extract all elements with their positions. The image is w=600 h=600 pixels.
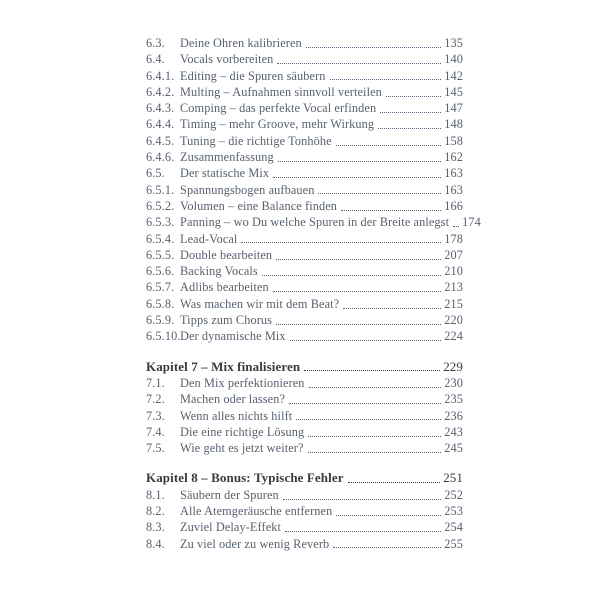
toc-entry-title: Timing – mehr Groove, mehr Wirkung (180, 117, 375, 132)
dotted-leader (241, 242, 441, 243)
toc-entry (146, 231, 463, 247)
toc-entry (146, 165, 463, 181)
toc-entry-number: 7.1. (146, 375, 165, 390)
toc-entry (146, 503, 463, 519)
toc-entry-title: Backing Vocals (180, 264, 258, 279)
toc-entry (146, 536, 463, 552)
dotted-leader (273, 177, 441, 178)
toc-entry (146, 51, 463, 67)
dotted-leader (308, 436, 441, 437)
toc-entry-page-number: 245 (444, 441, 463, 456)
toc-entry-page-number: 174 (462, 215, 481, 230)
dotted-leader (276, 259, 441, 260)
toc-entry-number: 6.4.4. (146, 117, 175, 132)
toc-entry (146, 198, 463, 214)
toc-entry-page-number: 210 (444, 264, 463, 279)
toc-chapter-heading (146, 359, 463, 375)
toc-entry (146, 149, 463, 165)
toc-entry-page-number: 140 (444, 52, 463, 67)
toc-entry-number: 6.4.2. (146, 84, 175, 99)
toc-entry-number: 6.5.9. (146, 313, 175, 328)
toc-entry-number: 6.5.10. (146, 329, 181, 344)
toc-entry-page-number: 215 (444, 296, 463, 311)
toc-entry-title: Den Mix perfektionieren (180, 375, 305, 390)
dotted-leader (283, 499, 441, 500)
toc-entry-title: Tipps zum Chorus (180, 313, 273, 328)
toc-section (146, 470, 463, 551)
toc-entry (146, 35, 463, 51)
toc-entry-page-number: 163 (444, 182, 463, 197)
toc-section (146, 359, 463, 457)
toc-entry-page-number: 162 (444, 150, 463, 165)
dotted-leader (380, 112, 441, 113)
toc-entry-number: 6.5.3. (146, 215, 175, 230)
toc-entry (146, 391, 463, 407)
toc-entry-page-number: 145 (444, 84, 463, 99)
toc-entry-page-number: 158 (444, 133, 463, 148)
toc-entry-page-number: 224 (444, 329, 463, 344)
toc-entry-page-number: 236 (444, 408, 463, 423)
toc-entry-number: 8.4. (146, 536, 165, 551)
toc-entry (146, 116, 463, 132)
dotted-leader (309, 387, 442, 388)
toc-entry-title: Vocals vorbereiten (180, 52, 274, 67)
toc-entry-title: Alle Atemgeräusche entfernen (180, 504, 333, 519)
toc-entry-page-number: 142 (444, 68, 463, 83)
toc-entry-number: 6.5.5. (146, 247, 175, 262)
dotted-leader (343, 308, 441, 309)
toc-entry-title: Was machen wir mit dem Beat? (180, 296, 340, 311)
dotted-leader (273, 291, 441, 292)
toc-entry (146, 296, 463, 312)
dotted-leader (318, 193, 441, 194)
toc-entry-page-number: 135 (444, 36, 463, 50)
dotted-leader (289, 403, 441, 404)
toc-entry-number: 6.4.1. (146, 68, 175, 83)
toc-entry (146, 133, 463, 149)
toc-entry-number: 6.4.6. (146, 150, 175, 165)
toc-entry-page-number: 166 (444, 198, 463, 213)
toc-entry-number: 6.5.4. (146, 231, 175, 246)
dotted-leader (277, 63, 441, 64)
toc-entry-page-number: 178 (444, 231, 463, 246)
toc-entry-title: Der statische Mix (180, 166, 270, 181)
dotted-leader (278, 161, 442, 162)
toc-entry (146, 214, 481, 230)
toc-entry-title: Multing – Aufnahmen sinnvoll verteilen (180, 84, 382, 99)
toc-entry-number: 6.5.6. (146, 264, 175, 279)
dotted-leader (290, 340, 442, 341)
toc-entry-number: 7.4. (146, 424, 165, 439)
toc-entry-number: 8.2. (146, 504, 165, 519)
toc-entry (146, 519, 463, 535)
toc-entry-number: 6.4. (146, 52, 165, 67)
chapter-page-number: 229 (443, 358, 463, 374)
toc-entry-number: 6.5.8. (146, 296, 175, 311)
toc-entry-page-number: 254 (444, 520, 463, 535)
toc-entry (146, 408, 463, 424)
toc-entry-title: Der dynamische Mix (180, 329, 286, 344)
dotted-leader (336, 515, 441, 516)
toc-entry-page-number: 148 (444, 117, 463, 132)
toc-entry-title: Säubern der Spuren (180, 487, 279, 502)
toc-entry-title: Editing – die Spuren säubern (180, 68, 326, 83)
toc-entry-title: Double bearbeiten (180, 247, 273, 262)
chapter-heading-label: Kapitel 8 – Bonus: Typische Fehler (146, 470, 344, 486)
toc-entry-page-number: 235 (444, 392, 463, 407)
toc-entry (146, 424, 463, 440)
toc-entry-page-number: 230 (444, 375, 463, 390)
toc-entry-page-number: 255 (444, 536, 463, 551)
toc-entry (146, 84, 463, 100)
dotted-leader (348, 482, 441, 483)
dotted-leader (333, 547, 441, 548)
toc-entry-page-number: 213 (444, 280, 463, 295)
toc-entry-title: Tuning – die richtige Tonhöhe (180, 133, 332, 148)
toc-entry-title: Deine Ohren kalibrieren (180, 36, 302, 50)
toc-entry-number: 6.5.1. (146, 182, 175, 197)
toc-entry (146, 279, 463, 295)
toc-entry-title: Die eine richtige Lösung (180, 424, 305, 439)
toc-entry (146, 328, 463, 344)
table-of-contents (146, 35, 481, 552)
toc-entry (146, 440, 463, 456)
toc-entry-number: 8.1. (146, 487, 165, 502)
toc-entry-number: 7.5. (146, 441, 165, 456)
toc-entry-title: Zu viel oder zu wenig Reverb (180, 536, 330, 551)
toc-entry-number: 6.3. (146, 36, 165, 50)
dotted-leader (386, 96, 441, 97)
toc-entry-title: Wenn alles nichts hilft (180, 408, 293, 423)
toc-entry (146, 100, 463, 116)
dotted-leader (285, 531, 441, 532)
toc-entry (146, 182, 463, 198)
toc-entry (146, 375, 463, 391)
toc-entry-number: 8.3. (146, 520, 165, 535)
toc-entry-page-number: 252 (444, 487, 463, 502)
dotted-leader (276, 324, 441, 325)
toc-entry-number: 6.5. (146, 166, 165, 181)
toc-entry-page-number: 253 (444, 504, 463, 519)
toc-entry (146, 68, 463, 84)
dotted-leader (453, 226, 459, 227)
toc-entry (146, 312, 463, 328)
toc-entry-page-number: 163 (444, 166, 463, 181)
toc-entry-title: Zuviel Delay-Effekt (180, 520, 282, 535)
toc-entry (146, 247, 463, 263)
toc-entry-title: Lead-Vocal (180, 231, 238, 246)
toc-entry-title: Panning – wo Du welche Spuren in der Breite anlegst (180, 215, 450, 230)
dotted-leader (262, 275, 441, 276)
toc-entry-number: 6.5.2. (146, 198, 175, 213)
toc-entry-page-number: 207 (444, 247, 463, 262)
toc-entry-number: 6.5.7. (146, 280, 175, 295)
toc-entry-title: Adlibs bearbeiten (180, 280, 269, 295)
toc-entry-title: Volumen – eine Balance finden (180, 198, 338, 213)
toc-entry-title: Spannungsbogen aufbauen (180, 182, 315, 197)
chapter-heading-label: Kapitel 7 – Mix finalisieren (146, 358, 301, 374)
dotted-leader (341, 210, 441, 211)
dotted-leader (330, 79, 442, 80)
dotted-leader (336, 145, 442, 146)
toc-entry (146, 487, 463, 503)
toc-entry-page-number: 147 (444, 101, 463, 116)
chapter-page-number: 251 (443, 470, 463, 486)
toc-entry-title: Machen oder lassen? (180, 392, 286, 407)
toc-entry-page-number: 243 (444, 424, 463, 439)
dotted-leader (306, 47, 441, 48)
dotted-leader (308, 452, 442, 453)
toc-entry (146, 263, 463, 279)
toc-entry-number: 6.4.5. (146, 133, 175, 148)
toc-section (146, 35, 481, 345)
toc-entry-number: 7.2. (146, 392, 165, 407)
toc-entry-number: 7.3. (146, 408, 165, 423)
dotted-leader (378, 128, 441, 129)
toc-entry-title: Comping – das perfekte Vocal erfinden (180, 101, 377, 116)
toc-entry-page-number: 220 (444, 313, 463, 328)
dotted-leader (304, 370, 440, 371)
dotted-leader (296, 419, 441, 420)
toc-entry-number: 6.4.3. (146, 101, 175, 116)
toc-entry-title: Zusammenfassung (180, 150, 274, 165)
toc-entry-title: Wie geht es jetzt weiter? (180, 441, 304, 456)
toc-chapter-heading (146, 470, 463, 486)
